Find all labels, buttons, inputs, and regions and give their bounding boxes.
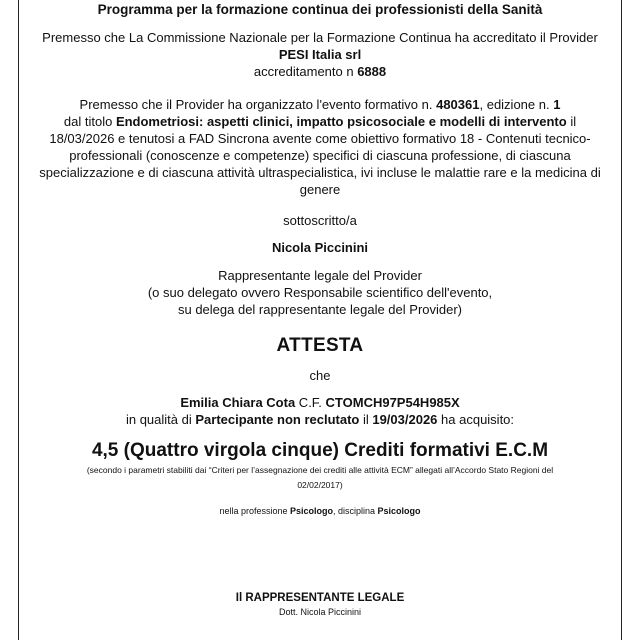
undersigned-label: sottoscritto/a	[283, 213, 357, 228]
participant-role-prefix: in qualità di	[125, 412, 196, 427]
title-label: dal titolo	[63, 114, 116, 129]
accreditation-number: 6888	[357, 64, 387, 79]
participant-type: Partecipante non reclutato	[195, 412, 360, 427]
tax-code-label: C.F.	[295, 395, 326, 410]
profession-line	[19, 505, 621, 518]
event-title-suffix: il	[566, 114, 577, 129]
attesta-heading: ATTESTA	[276, 335, 364, 356]
role-line-3: su delega del rappresentante legale del Provider)	[177, 302, 463, 317]
role-line-2: (o suo delegato ovvero Responsabile scientifico dell'evento,	[147, 285, 493, 300]
acquired-suffix: ha acquisito:	[437, 412, 515, 427]
event-line-1	[19, 96, 621, 113]
event-line-5: specializzazione e di ciascuna attività ultraspecialistica, ivi incluse le malattie rare e la medicina di	[39, 165, 601, 180]
credits-title: 4,5 (Quattro virgola cinque) Crediti formativi E.C.M	[91, 440, 549, 461]
participant-line-2	[19, 411, 621, 428]
event-line-2	[19, 113, 621, 130]
event-line-4: professionali (conoscenze e competenze) specifici di ciascuna professione, di ciascuna	[69, 148, 571, 163]
premise-accreditation-text: Premesso che La Commissione Nazionale per la Formazione Continua ha accreditato il Provider	[42, 30, 598, 45]
che-label: che	[309, 368, 331, 383]
event-line-6: genere	[299, 182, 341, 197]
provider-name: PESI Italia srl	[278, 47, 362, 62]
legal-representative-name: Nicola Piccinini	[271, 240, 369, 255]
certificate-body	[19, 0, 621, 619]
profession-value: Psicologo	[289, 506, 333, 516]
discipline-prefix: , disciplina	[333, 506, 378, 516]
role-line-1: Rappresentante legale del Provider	[218, 268, 422, 283]
date-prefix: il	[359, 412, 373, 427]
signature-title: Il RAPPRESENTANTE LEGALE	[235, 592, 405, 604]
page-border-right	[621, 0, 622, 640]
edition-label: , edizione n.	[479, 97, 554, 112]
event-line-3: 18/03/2026 e tenutosi a FAD Sincrona avente come obiettivo formativo 18 - Contenuti tecnico-	[49, 131, 591, 146]
profession-prefix: nella professione	[219, 506, 290, 516]
event-intro-text: Premesso che il Provider ha organizzato l'evento formativo n.	[79, 97, 437, 112]
participation-date: 19/03/2026	[372, 412, 438, 427]
accreditation-line	[19, 63, 621, 80]
participant-name: Emilia Chiara Cota	[180, 395, 296, 410]
edition-number: 1	[553, 97, 561, 112]
criteria-line-2: 02/02/2017)	[297, 480, 343, 490]
event-number: 480361	[436, 97, 480, 112]
participant-line-1	[19, 394, 621, 411]
discipline-value: Psicologo	[377, 506, 421, 516]
criteria-line-1: (secondo i parametri stabiliti dai “Criteri per l’assegnazione dei crediti alle attività ECM” allegati all’Accordo Stato Regioni del	[86, 465, 554, 475]
event-title: Endometriosi: aspetti clinici, impatto psicosociale e modelli di intervento	[115, 114, 567, 129]
tax-code-value: CTOMCH97P54H985X	[325, 395, 460, 410]
program-title: Programma per la formazione continua dei professionisti della Sanità	[97, 2, 543, 17]
signature-name: Dott. Nicola Piccinini	[278, 607, 362, 617]
accreditation-prefix: accreditamento n	[253, 64, 358, 79]
